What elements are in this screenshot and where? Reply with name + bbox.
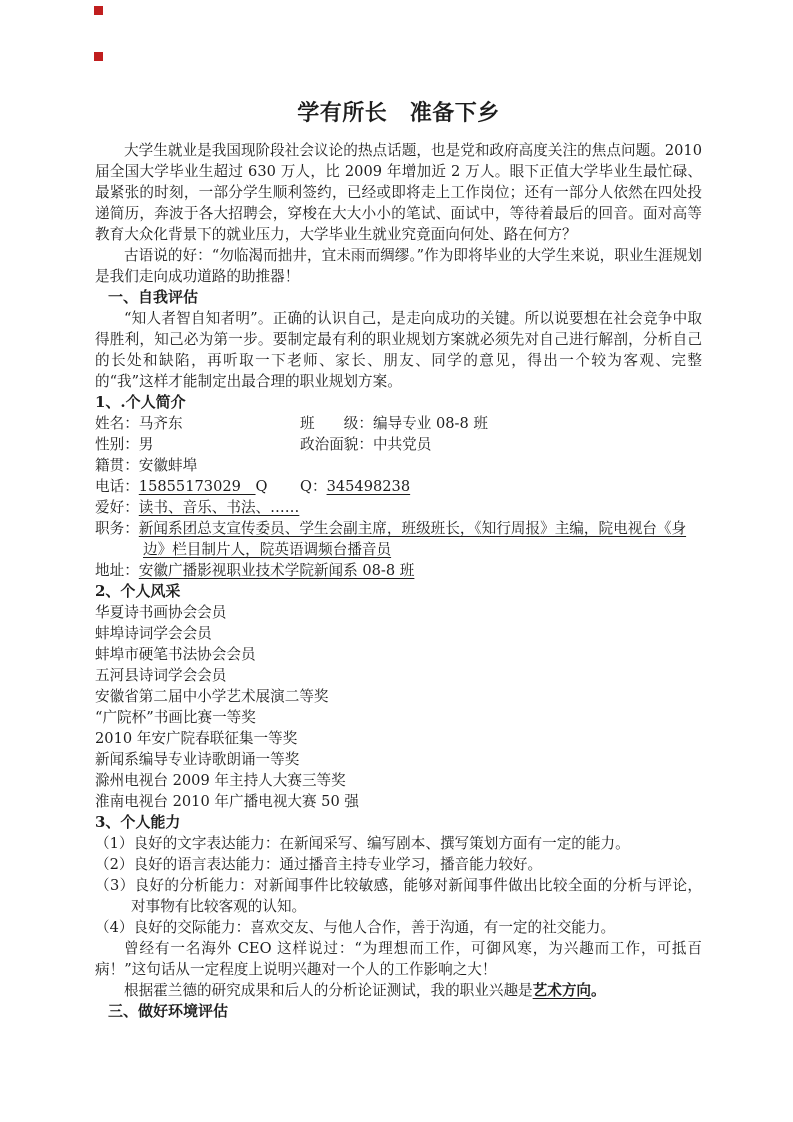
address-label: 地址：: [95, 562, 139, 579]
paragraph-self-evaluation: “知人者智自知者明”。正确的认识自己，是走向成功的关键。所以说要想在社会竞争中取得胜利，知己必为第一步。要制定最有利的职业规划方案就必须先对自己进行解剖，分析自己的长处和缺陷，再听取一下老师、家长、朋友、同学的意见，得出一个较为客观、完整的“我”这样才能制定出最合理的职业规划方案。: [95, 310, 702, 390]
profile-phone: [95, 476, 300, 497]
ability-item: （3）良好的分析能力：对新闻事件比较敏感，能够对新闻事件做出比较全面的分析与评论，对事物有比较客观的认知。: [95, 877, 702, 915]
red-marker-bottom-icon: [94, 52, 103, 61]
paragraph-proverb: 古语说的好：“勿临渴而拙井，宜未雨而绸缪。”作为即将毕业的大学生来说，职业生涯规划是我们走向成功道路的助推器！: [95, 247, 702, 285]
qq-value: 345498238: [326, 478, 411, 495]
profile-qq: [300, 478, 410, 495]
qq-label: Q：: [300, 478, 327, 495]
profile-class: 班 级：编导专业 08-8 班: [300, 415, 489, 432]
ability-item: （4）良好的交际能力：喜欢交友、与他人合作，善于沟通，有一定的社交能力。: [95, 919, 616, 936]
profile-row-duty: [95, 518, 702, 560]
profile-row-hometown: [95, 455, 702, 476]
holland-period: 。: [591, 982, 606, 999]
career-interest-value: 艺术方向: [532, 982, 592, 999]
showcase-item: 蚌埠市硬笔书法协会会员: [95, 646, 256, 663]
duty-label: 职务：: [95, 520, 139, 537]
showcase-item: 华夏诗书画协会会员: [95, 604, 227, 621]
showcase-item: 蚌埠诗词学会会员: [95, 625, 212, 642]
showcase-item: 五河县诗词学会会员: [95, 667, 227, 684]
showcase-item: 安徽省第二届中小学艺术展演二等奖: [95, 688, 329, 705]
ability-item: （2）良好的语言表达能力：通过播音主持专业学习，播音能力较好。: [95, 856, 543, 873]
showcase-item: 新闻系编导专业诗歌朗诵一等奖: [95, 751, 300, 768]
profile-row-hobby: [95, 497, 702, 518]
hobby-label: 爱好：: [95, 499, 139, 516]
document-body: [95, 100, 702, 1022]
showcase-item: 滁州电视台 2009 年主持人大赛三等奖: [95, 772, 346, 789]
showcase-item: 淮南电视台 2010 年广播电视大赛 50 强: [95, 793, 359, 810]
profile-hometown: 籍贯：安徽蚌埠: [95, 457, 198, 474]
profile-row-gender-politics: [95, 434, 702, 455]
profile-politics: 政治面貌：中共党员: [300, 436, 432, 453]
profile-row-phone-qq: [95, 476, 702, 497]
heading-self-evaluation: 一、自我评估: [108, 288, 199, 306]
paragraph-ceo-quote: 曾经有一名海外 CEO 这样说过：“为理想而工作，可御风寒，为兴趣而工作，可抵百病！”这句话从一定程度上说明兴趣对一个人的工作影响之大！: [95, 940, 702, 978]
duty-value: 新闻系团总支宣传委员、学生会副主席，班级班长，《知行周报》主编，院电视台《身边》栏目制片人，院英语调频台播音员: [138, 520, 687, 558]
heading-personal-abilities: 3、个人能力: [95, 813, 181, 831]
showcase-item: “广院杯”书画比赛一等奖: [95, 709, 256, 726]
phone-suffix: Q: [255, 478, 268, 495]
document-title: 学有所长 准备下乡: [297, 100, 500, 126]
red-marker-top-icon: [94, 6, 103, 15]
phone-label: 电话：: [95, 478, 139, 495]
ability-item: （1）良好的文字表达能力：在新闻采写、编写剧本、撰写策划方面有一定的能力。: [95, 835, 630, 852]
paragraph-holland-result: [95, 980, 702, 1001]
heading-environment-evaluation: 三、做好环境评估: [108, 1002, 229, 1020]
profile-name: 姓名：马齐东: [95, 415, 183, 432]
heading-personal-showcase: 2、个人风采: [95, 582, 181, 600]
profile-row-address: [95, 560, 702, 581]
holland-prefix: 根据霍兰德的研究成果和后人的分析论证测试，我的职业兴趣是: [124, 982, 533, 999]
address-value: 安徽广播影视职业技术学院新闻系 08-8 班: [138, 562, 415, 579]
heading-personal-profile: 1、.个人简介: [95, 393, 186, 411]
paragraph-employment-intro: 大学生就业是我国现阶段社会议论的热点话题，也是党和政府高度关注的焦点问题。2010 届全国大学毕业生超过 630 万人，比 2009 年增加近 2 万人。眼下正值大学毕业生最忙碌、最紧张的时刻，一部分学生顺利签约，已经或即将走上工作岗位；还有一部分人依然在四处投递简历，奔波于各大招聘会，穿梭在大大小小的笔试、面试中，等待着最后的回音。面对高等教育大众化背景下的就业压力，大学毕业生就业究竟面向何处、路在何方？: [95, 142, 702, 243]
profile-row-name-class: [95, 413, 702, 434]
showcase-item: 2010 年安广院春联征集一等奖: [95, 730, 298, 747]
phone-value: 15855173029: [138, 478, 256, 495]
hobby-value: 读书、音乐、书法、……: [138, 499, 300, 516]
profile-gender: 性别：男: [95, 436, 154, 453]
